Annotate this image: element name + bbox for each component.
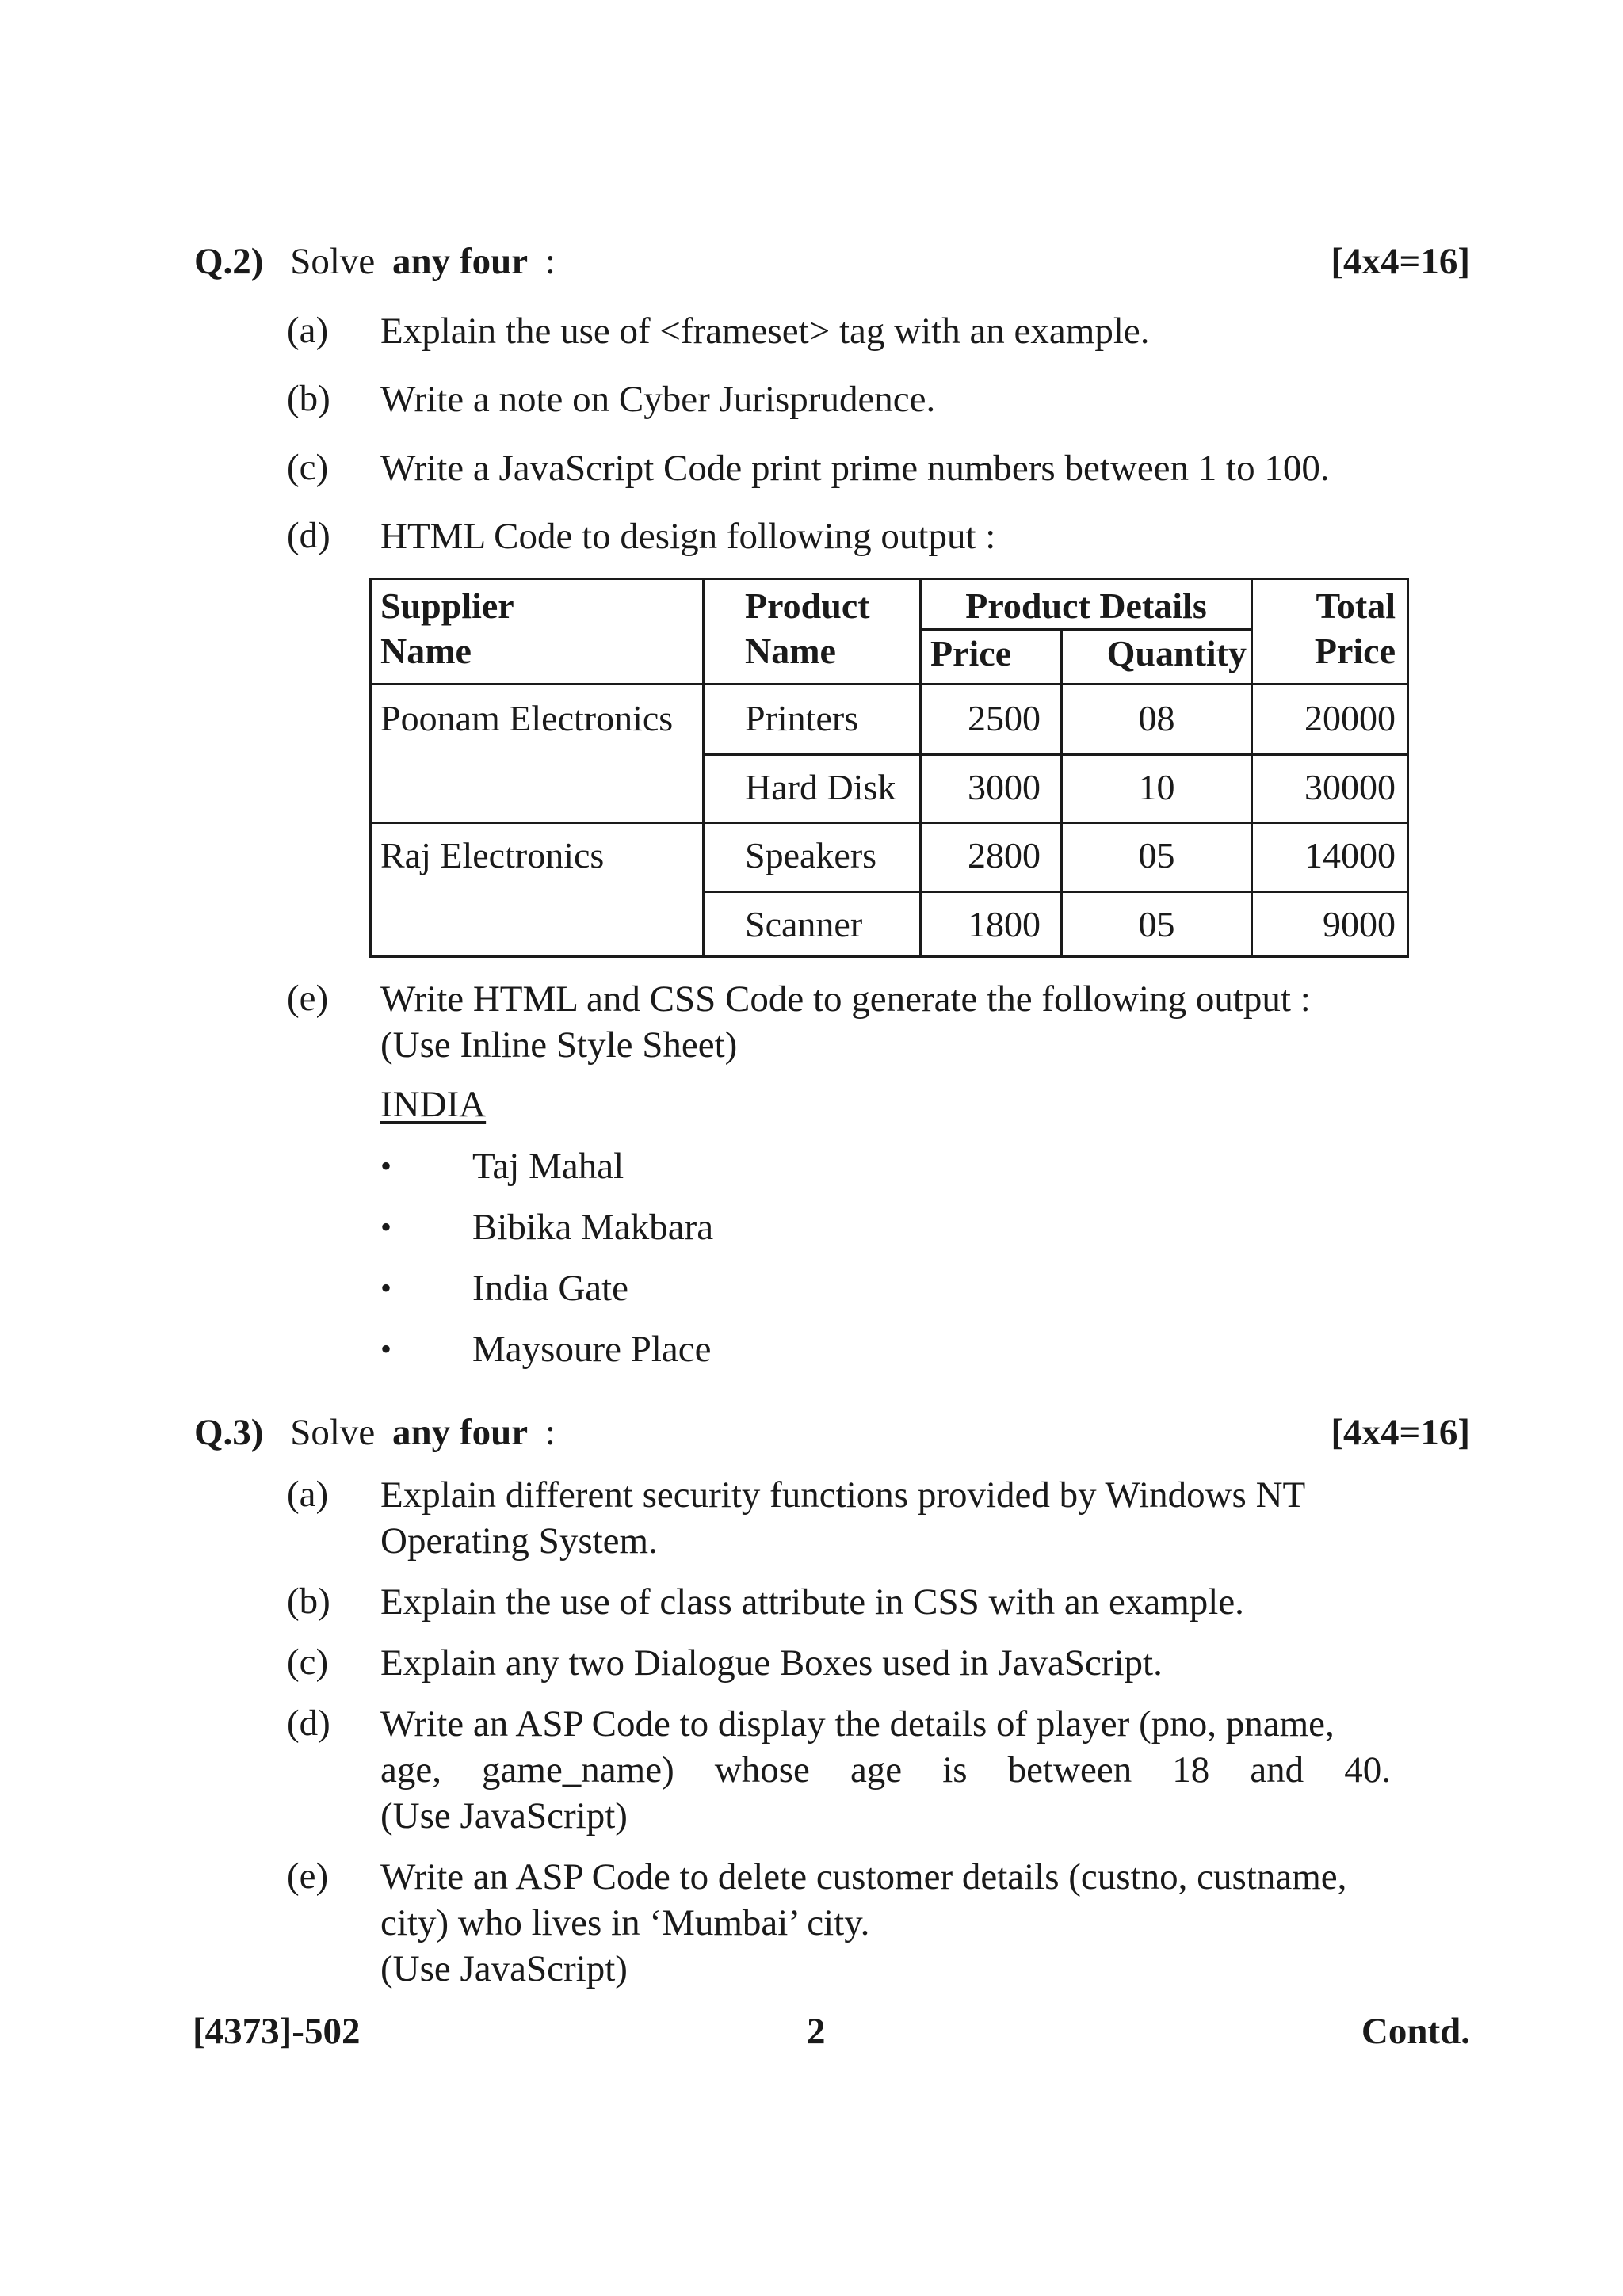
table-hline-row2	[369, 822, 1409, 824]
row3-quantity: 05	[1138, 835, 1175, 875]
table-hline-details	[919, 628, 1253, 631]
list-item-1: Taj Mahal	[472, 1146, 624, 1187]
q2c-label: (c)	[287, 447, 329, 488]
bullet-3: •	[380, 1270, 392, 1306]
bullet-2: •	[380, 1209, 392, 1245]
supplier-cell-1: Poonam Electronics	[380, 698, 674, 738]
table-hline-row1	[702, 753, 1409, 756]
q3d-text-1: Write an ASP Code to display the details of player (pno, pname,	[380, 1703, 1335, 1745]
table-border-left	[369, 578, 372, 958]
table-vline-1	[702, 578, 705, 958]
q3-number: Q.3)	[194, 1412, 264, 1453]
bullet-4: •	[380, 1331, 392, 1367]
header-supplier-2: Name	[380, 631, 472, 671]
q2e-text-2: (Use Inline Style Sheet)	[380, 1024, 738, 1066]
q3b-text: Explain the use of class attribute in CSS with an example.	[380, 1581, 1244, 1623]
row1-product: Printers	[745, 698, 859, 738]
q3a-text-2: Operating System.	[380, 1520, 658, 1562]
row4-price: 1800	[968, 904, 1041, 944]
q3-instruction-pre: Solve	[290, 1412, 376, 1453]
q2b-text: Write a note on Cyber Jurisprudence.	[380, 379, 936, 420]
row4-quantity: 05	[1138, 904, 1175, 944]
q2-instruction-bold: any four	[392, 241, 529, 282]
list-heading: INDIA	[380, 1084, 487, 1125]
q2-colon: :	[544, 241, 556, 282]
row2-product: Hard Disk	[745, 767, 896, 807]
header-total-2: Price	[1314, 631, 1396, 671]
header-product-details: Product Details	[965, 585, 1207, 626]
list-item-2: Bibika Makbara	[472, 1207, 714, 1248]
header-total-1: Total	[1316, 585, 1396, 626]
q3d-text-2: age, game_name) whose age is between 18 and 40.	[380, 1749, 1391, 1791]
row2-price: 3000	[968, 767, 1041, 807]
row1-price: 2500	[968, 698, 1041, 738]
q3a-label: (a)	[287, 1474, 329, 1515]
q3e-text-1: Write an ASP Code to delete customer details (custno, custname,	[380, 1856, 1347, 1897]
footer-contd: Contd.	[1361, 2011, 1470, 2052]
row2-quantity: 10	[1138, 767, 1175, 807]
q2d-text: HTML Code to design following output :	[380, 516, 996, 557]
q3d-text-3: (Use JavaScript)	[380, 1795, 628, 1836]
table-hline-row3	[702, 891, 1409, 893]
table-hline-header	[369, 683, 1409, 685]
q2-number: Q.2)	[194, 241, 264, 282]
header-quantity: Quantity	[1106, 633, 1247, 673]
footer-page-number: 2	[807, 2011, 826, 2052]
row4-total: 9000	[1323, 904, 1396, 944]
list-item-4: Maysoure Place	[472, 1329, 712, 1370]
q3c-text: Explain any two Dialogue Boxes used in JavaScript.	[380, 1642, 1163, 1684]
header-product-2: Name	[745, 631, 836, 671]
q3a-text-1: Explain different security functions provided by Windows NT	[380, 1474, 1306, 1516]
q2a-label: (a)	[287, 310, 329, 351]
row1-quantity: 08	[1138, 698, 1175, 738]
q2b-label: (b)	[287, 378, 330, 419]
table-border-right	[1407, 578, 1409, 958]
header-supplier-1: Supplier	[380, 585, 514, 626]
table-border-top	[369, 578, 1409, 580]
row3-product: Speakers	[745, 835, 877, 875]
q2e-text-1: Write HTML and CSS Code to generate the following output :	[380, 978, 1311, 1020]
header-product-1: Product	[745, 585, 870, 626]
q2-heading	[194, 239, 556, 284]
row3-total: 14000	[1304, 835, 1396, 875]
q3e-text-2: city) who lives in ‘Mumbai’ city.	[380, 1902, 870, 1943]
row1-total: 20000	[1304, 698, 1396, 738]
q3-marks: [4x4=16]	[1331, 1412, 1470, 1453]
q3-heading	[194, 1410, 556, 1455]
supplier-cell-2: Raj Electronics	[380, 835, 605, 875]
q3b-label: (b)	[287, 1581, 330, 1622]
supplier-table	[369, 578, 1409, 958]
footer-paper-code: [4373]-502	[193, 2011, 361, 2052]
q3e-label: (e)	[287, 1855, 329, 1897]
table-border-bottom	[369, 955, 1409, 958]
q2-instruction-pre: Solve	[290, 241, 376, 282]
q2c-text: Write a JavaScript Code print prime numbers between 1 to 100.	[380, 448, 1330, 489]
q3-instruction-bold: any four	[392, 1412, 529, 1453]
q3d-label: (d)	[287, 1703, 330, 1744]
header-price: Price	[930, 633, 1012, 673]
row3-price: 2800	[968, 835, 1041, 875]
q2a-text: Explain the use of <frameset> tag with an example.	[380, 311, 1150, 352]
q2e-label: (e)	[287, 978, 329, 1019]
list-item-3: India Gate	[472, 1268, 629, 1309]
row4-product: Scanner	[745, 904, 863, 944]
bullet-1: •	[380, 1148, 392, 1184]
q2d-label: (d)	[287, 515, 330, 556]
row2-total: 30000	[1304, 767, 1396, 807]
q3-colon: :	[544, 1412, 556, 1453]
q3c-label: (c)	[287, 1642, 329, 1683]
q2-marks: [4x4=16]	[1331, 241, 1470, 282]
q3e-text-3: (Use JavaScript)	[380, 1948, 628, 1989]
